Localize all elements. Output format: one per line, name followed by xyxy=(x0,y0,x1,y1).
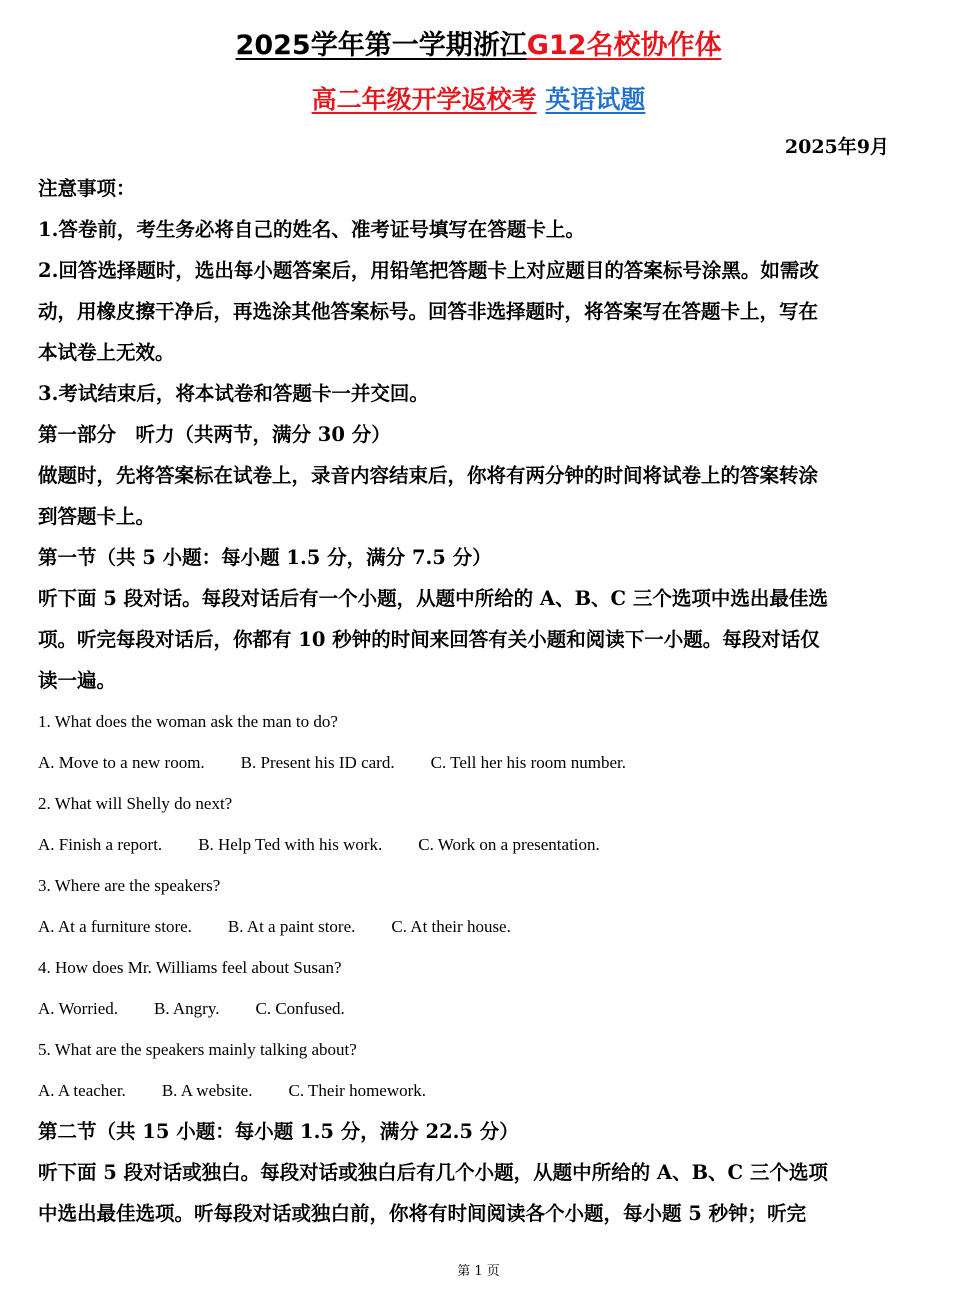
page-number: 第 1 页 xyxy=(457,1264,500,1279)
exam-date: 2025年9月 xyxy=(784,136,889,158)
notice-heading: 注意事项： xyxy=(38,177,136,200)
section1-intro-line: 项。听完每段对话后，你都有 10 秒钟的时间来回答有关小题和阅读下一小题。每段对话仅 xyxy=(38,628,820,651)
question-options xyxy=(38,988,898,1029)
question-text: 4. How does Mr. Williams feel about Susan? xyxy=(38,958,342,977)
question-text: 5. What are the speakers mainly talking about? xyxy=(38,1040,357,1059)
option-a: A. Worried. xyxy=(38,999,118,1018)
option-b: B. Help Ted with his work. xyxy=(198,835,383,854)
section1-heading: 第一节（共 5 小题：每小题 1.5 分，满分 7.5 分） xyxy=(38,546,492,569)
section2-heading: 第二节（共 15 小题：每小题 1.5 分，满分 22.5 分） xyxy=(38,1120,519,1143)
option-b: B. Angry. xyxy=(154,999,220,1018)
option-a: A. A teacher. xyxy=(38,1081,126,1100)
question-text: 1. What does the woman ask the man to do? xyxy=(38,712,338,731)
option-c: C. At their house. xyxy=(391,917,511,936)
option-c: C. Work on a presentation. xyxy=(418,835,600,854)
option-c: C. Their homework. xyxy=(288,1081,427,1100)
question-text: 2. What will Shelly do next? xyxy=(38,794,233,813)
part1-heading: 第一部分 听力（共两节，满分 30 分） xyxy=(38,423,391,446)
exam-subtitle-part2: 英语试题 xyxy=(545,85,646,114)
question-options xyxy=(38,824,898,865)
question-options xyxy=(38,1070,898,1111)
question-options xyxy=(38,742,898,783)
part1-intro-line: 到答题卡上。 xyxy=(38,505,156,528)
question-text: 3. Where are the speakers? xyxy=(38,876,221,895)
option-a: A. At a furniture store. xyxy=(38,917,192,936)
notice-item: 动，用橡皮擦干净后，再选涂其他答案标号。回答非选择题时，将答案写在答题卡上，写在 xyxy=(38,300,819,323)
option-c: C. Confused. xyxy=(255,999,345,1018)
section2-intro-line: 中选出最佳选项。听每段对话或独白前，你将有时间阅读各个小题，每小题 5 秒钟；听完 xyxy=(38,1202,807,1225)
notice-item: 3.考试结束后，将本试卷和答题卡一并交回。 xyxy=(38,382,429,405)
document-body xyxy=(38,168,898,1234)
section2-intro-line: 听下面 5 段对话或独白。每段对话或独白后有几个小题，从题中所给的 A、B、C 三个选项 xyxy=(38,1161,828,1184)
option-b: B. A website. xyxy=(161,1081,253,1100)
option-b: B. Present his ID card. xyxy=(240,753,395,772)
question-options xyxy=(38,906,898,947)
option-a: A. Finish a report. xyxy=(38,835,163,854)
option-b: B. At a paint store. xyxy=(227,917,356,936)
exam-subtitle xyxy=(0,80,957,120)
section1-intro-line: 听下面 5 段对话。每段对话后有一个小题，从题中所给的 A、B、C 三个选项中选出最佳选 xyxy=(38,587,828,610)
exam-subtitle-part1: 高二年级开学返校考 xyxy=(311,85,537,114)
section1-intro-line: 读一遍。 xyxy=(38,669,117,692)
option-a: A. Move to a new room. xyxy=(38,753,205,772)
exam-title-part1: 2025学年第一学期浙江 xyxy=(235,30,527,61)
exam-title xyxy=(0,26,957,66)
exam-title-part2: G12名校协作体 xyxy=(526,30,722,61)
option-c: C. Tell her his room number. xyxy=(430,753,626,772)
notice-item: 2.回答选择题时，选出每小题答案后，用铅笔把答题卡上对应题目的答案标号涂黑。如需改 xyxy=(38,259,819,282)
notice-item: 本试卷上无效。 xyxy=(38,341,175,364)
part1-intro-line: 做题时，先将答案标在试卷上，录音内容结束后，你将有两分钟的时间将试卷上的答案转涂 xyxy=(38,464,819,487)
notice-item: 1.答卷前，考生务必将自己的姓名、准考证号填写在答题卡上。 xyxy=(38,218,585,241)
